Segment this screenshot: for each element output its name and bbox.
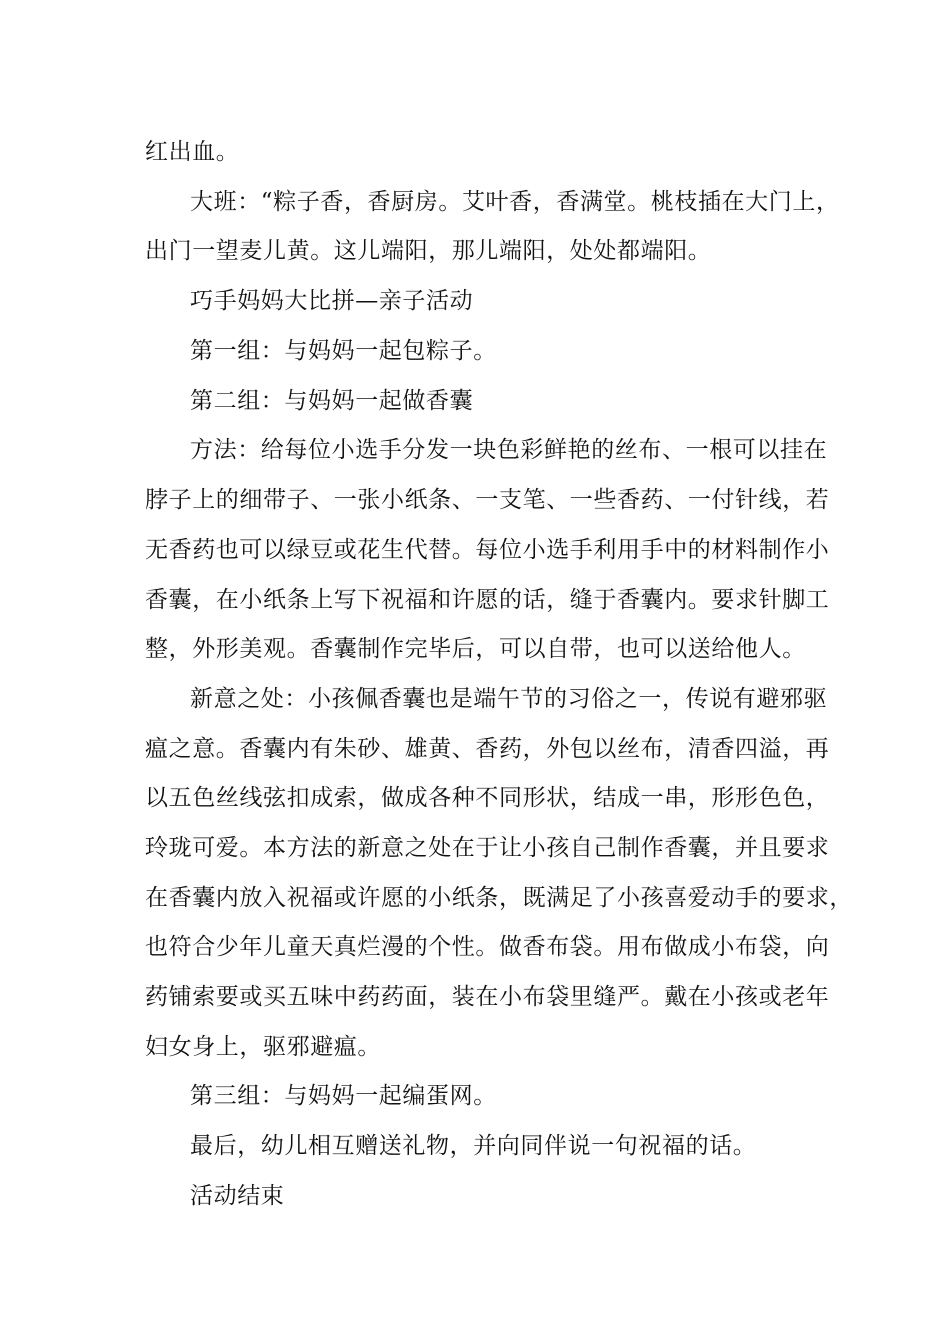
text-line: 瘟之意。香囊内有朱砂、雄黄、香药，外包以丝布，清香四溢，再 [145,736,830,762]
text-line: 大班：“粽子香，香厨房。艾叶香，香满堂。桃枝插在大门上， [190,189,840,215]
text-line: 最后，幼儿相互赠送礼物，并向同伴说一句祝福的话。 [190,1133,757,1159]
section-heading: 巧手妈妈大比拼—亲子活动 [190,288,474,314]
text-line: 脖子上的细带子、一张小纸条、一支笔、一些香药、一付针线，若 [145,487,830,513]
text-line: 第二组：与妈妈一起做香囊 [190,388,474,414]
text-line: 以五色丝线弦扣成索，做成各种不同形状，结成一串，形形色色， [145,785,830,811]
text-line: 无香药也可以绿豆或花生代替。每位小选手利用手中的材料制作小 [145,537,830,563]
text-line: 活动结束 [190,1183,285,1209]
text-line: 也符合少年儿童天真烂漫的个性。做香布袋。用布做成小布袋，向 [145,934,830,960]
text-line: 红出血。 [145,139,240,165]
text-line: 药铺索要或买五味中药药面，装在小布袋里缝严。戴在小孩或老年 [145,984,830,1010]
text-line: 妇女身上，驱邪避瘟。 [145,1034,381,1060]
text-line: 玲珑可爱。本方法的新意之处在于让小孩自己制作香囊，并且要求 [145,835,830,861]
text-line: 新意之处：小孩佩香囊也是端午节的习俗之一，传说有避邪驱 [190,686,828,712]
text-line: 在香囊内放入祝福或许愿的小纸条，既满足了小孩喜爱动手的要求， [145,885,853,911]
text-line: 整，外形美观。香囊制作完毕后，可以自带，也可以送给他人。 [145,636,806,662]
text-line: 方法：给每位小选手分发一块色彩鲜艳的丝布、一根可以挂在 [190,437,828,463]
text-line: 香囊，在小纸条上写下祝福和许愿的话，缝于香囊内。要求针脚工 [145,587,830,613]
text-line: 出门一望麦儿黄。这儿端阳，那儿端阳，处处都端阳。 [145,238,712,264]
text-line: 第一组：与妈妈一起包粽子。 [190,338,497,364]
text-line: 第三组：与妈妈一起编蛋网。 [190,1083,497,1109]
